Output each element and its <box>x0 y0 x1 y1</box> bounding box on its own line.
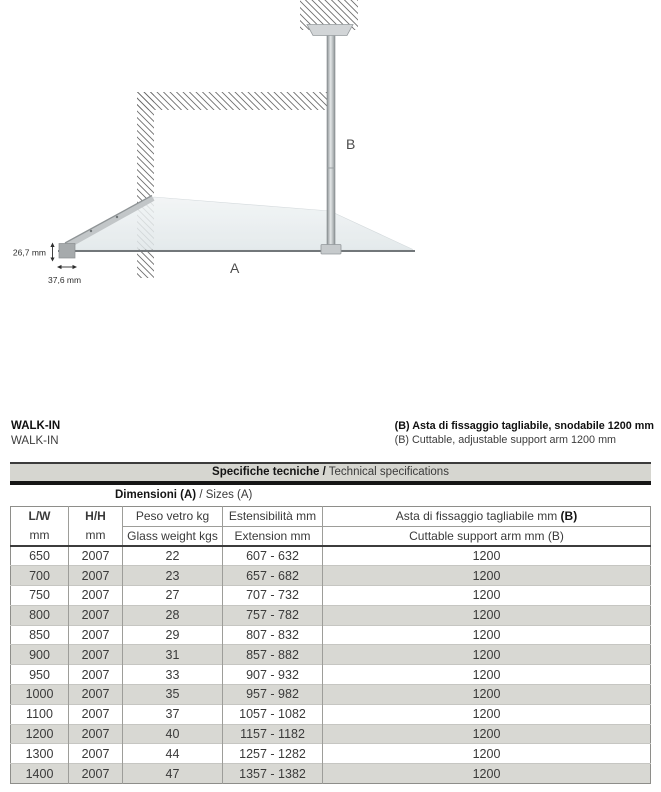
dim-profile-depth-label: 37,6 mm <box>48 275 82 285</box>
column-header: Asta di fissaggio tagliabile mm (B) Cuttable support arm mm (B) <box>323 507 651 547</box>
table-cell: 1057 - 1082 <box>223 704 323 724</box>
diagram-label-b: B <box>346 136 356 152</box>
dimensions-label-it: Dimensioni (A) <box>115 489 197 501</box>
table-cell: 1157 - 1182 <box>223 724 323 744</box>
table-cell: 44 <box>123 744 223 764</box>
dim-profile-height-label: 26,7 mm <box>12 247 46 258</box>
table-cell: 2007 <box>69 546 123 566</box>
table-cell: 1000 <box>11 685 69 705</box>
table-row <box>11 744 651 764</box>
table-cell: 950 <box>11 665 69 685</box>
support-arm-note-it: (B) Asta di fissaggio tagliabile, snodabile 1200 mm <box>394 420 654 432</box>
table-cell: 2007 <box>69 645 123 665</box>
table-row <box>11 764 651 784</box>
table-cell: 1200 <box>323 724 651 744</box>
table-cell: 1200 <box>323 704 651 724</box>
support-arm-note-en: (B) Cuttable, adjustable support arm 1200 mm <box>394 434 617 446</box>
table-row <box>11 605 651 625</box>
table-cell: 1100 <box>11 704 69 724</box>
table-cell: 850 <box>11 625 69 645</box>
column-header: Estensibilità mm Extension mm <box>223 507 323 547</box>
spec-section-title-it: Specifiche tecniche / <box>212 466 326 478</box>
table-cell: 1400 <box>11 764 69 784</box>
table-cell: 807 - 832 <box>223 625 323 645</box>
ceiling-bracket <box>307 25 353 36</box>
table-cell: 37 <box>123 704 223 724</box>
table-row <box>11 566 651 586</box>
dimensions-label <box>115 489 252 501</box>
column-header: Peso vetro kg Glass weight kgs <box>123 507 223 547</box>
table-cell: 1300 <box>11 744 69 764</box>
table-cell: 707 - 732 <box>223 586 323 606</box>
table-row <box>11 546 651 566</box>
table-row <box>11 625 651 645</box>
spec-section-title-en: Technical specifications <box>325 466 449 478</box>
table-cell: 29 <box>123 625 223 645</box>
table-cell: 2007 <box>69 724 123 744</box>
table-cell: 900 <box>11 645 69 665</box>
support-arm-note-block <box>395 419 654 447</box>
table-cell: 35 <box>123 685 223 705</box>
support-arm-rod <box>327 26 335 250</box>
wall-top-hatch <box>137 92 333 110</box>
spec-table-header-row <box>11 507 651 547</box>
table-cell: 1200 <box>323 645 651 665</box>
spec-section-header <box>10 462 651 485</box>
table-cell: 2007 <box>69 566 123 586</box>
product-title-block <box>11 419 60 448</box>
table-cell: 1200 <box>323 625 651 645</box>
table-row <box>11 645 651 665</box>
table-cell: 2007 <box>69 764 123 784</box>
table-cell: 33 <box>123 665 223 685</box>
table-cell: 1200 <box>323 744 651 764</box>
table-cell: 757 - 782 <box>223 605 323 625</box>
table-cell: 1200 <box>323 685 651 705</box>
table-cell: 23 <box>123 566 223 586</box>
diagram-label-a: A <box>230 260 240 276</box>
table-cell: 700 <box>11 566 69 586</box>
table-cell: 1200 <box>11 724 69 744</box>
table-cell: 1200 <box>323 546 651 566</box>
table-row <box>11 665 651 685</box>
table-cell: 957 - 982 <box>223 685 323 705</box>
product-title-it: WALK-IN <box>11 420 61 432</box>
column-header: H/H mm <box>69 507 123 547</box>
walkin-diagram <box>0 0 661 310</box>
table-cell: 1257 - 1282 <box>223 744 323 764</box>
table-cell: 2007 <box>69 685 123 705</box>
table-row <box>11 724 651 744</box>
table-cell: 907 - 932 <box>223 665 323 685</box>
table-cell: 47 <box>123 764 223 784</box>
table-cell: 2007 <box>69 704 123 724</box>
table-cell: 650 <box>29 549 50 564</box>
glass-clamp <box>321 245 341 255</box>
table-cell: 27 <box>123 586 223 606</box>
table-cell: 1200 <box>323 665 651 685</box>
product-title-en: WALK-IN <box>11 434 59 447</box>
table-cell: 40 <box>123 724 223 744</box>
table-cell: 657 - 682 <box>223 566 323 586</box>
spec-table-body <box>11 546 651 784</box>
table-cell: 1200 <box>323 764 651 784</box>
table-cell: 28 <box>123 605 223 625</box>
table-cell: 1200 <box>323 586 651 606</box>
table-cell: 22 <box>123 546 223 566</box>
table-cell: 607 - 632 <box>223 546 323 566</box>
table-cell: 2007 <box>69 625 123 645</box>
table-cell: 2007 <box>69 605 123 625</box>
table-cell: 800 <box>11 605 69 625</box>
glass-panel <box>63 197 413 250</box>
table-row <box>11 704 651 724</box>
table-cell: 1357 - 1382 <box>223 764 323 784</box>
table-cell: 1200 <box>323 566 651 586</box>
table-cell: 1200 <box>323 605 651 625</box>
table-cell: 2007 <box>69 744 123 764</box>
table-cell: 750 <box>11 586 69 606</box>
spec-table <box>10 506 651 784</box>
table-cell: 2007 <box>69 586 123 606</box>
table-row <box>11 586 651 606</box>
profile-end-cap <box>59 244 75 259</box>
table-cell: 2007 <box>69 665 123 685</box>
table-cell: 31 <box>123 645 223 665</box>
table-row <box>11 685 651 705</box>
table-cell: 857 - 882 <box>223 645 323 665</box>
dimensions-label-en: / Sizes (A) <box>196 489 253 501</box>
column-header: L/W mm <box>11 507 69 547</box>
